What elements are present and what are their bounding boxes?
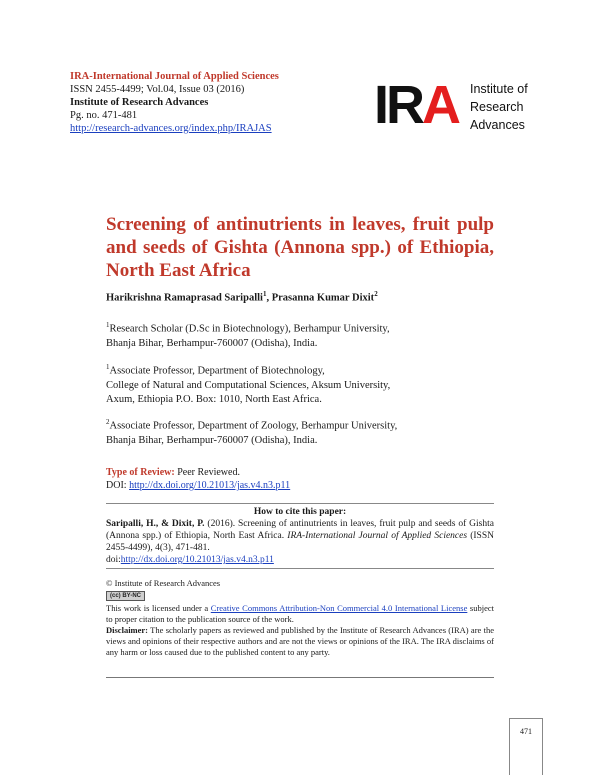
author-name: Prasanna Kumar Dixit xyxy=(271,292,375,304)
citation-box xyxy=(106,503,494,569)
ira-logo xyxy=(374,72,554,138)
journal-name: IRA-International Journal of Applied Sciences xyxy=(70,71,279,82)
journal-header xyxy=(70,70,279,135)
affiliation: $^1$Associate Professor, Department of Biotechnology, College of Natural and Computational Sciences, Aksum University, Axum, Ethiopia P.O. Box: 1010, North East Africa. xyxy=(106,363,391,405)
license-text: This work is licensed under a Creative Commons Attribution-Non Commercial 4.0 International License subject to proper citation to the publication source of the work. xyxy=(106,603,495,624)
affiliation: $^1$Research Scholar (D.Sc in Biotechnology), Berhampur University, Bhanja Bihar, Berhampur-760007 (Odisha), India. xyxy=(106,321,390,349)
disclaimer-text: Disclaimer: The scholarly papers as reviewed and published by the Institute of Research Advances (IRA) are the views and opinions of their respective authors and are not the views or opinions of the IRA. The IRA disclaims of any harm or loss caused due to the published content to any party. xyxy=(106,625,494,657)
page-number-box xyxy=(509,718,543,775)
citation-text: Saripalli, H., & Dixit, P. (2016). Screening of antinutrients in leaves, fruit pulp and seeds of Gishta (Annona spp.) of Ethiopia, North East Africa. IRA-International Journal of Applied Sciences (ISSN 2455-4499), 4(3), 471-481. doi:http://dx.doi.org/10.21013/jas.v4.n3.p11 xyxy=(106,519,494,565)
copyright-line: © Institute of Research Advances xyxy=(106,578,221,588)
journal-url-link[interactable]: http://research-advances.org/index.php/IRAJAS xyxy=(70,123,272,134)
affiliation: $^2$Associate Professor, Department of Zoology, Berhampur University, Bhanja Bihar, Berhampur-760007 (Odisha), India. xyxy=(106,418,398,446)
citation-doi-link[interactable]: http://dx.doi.org/10.21013/jas.v4.n3.p11 xyxy=(120,555,274,565)
page-number: 471 xyxy=(520,727,532,736)
review-type-label: Type of Review: xyxy=(106,467,175,478)
paper-title: Screening of antinutrients in leaves, fruit pulp and seeds of Gishta (Annona spp.) of Ethiopia, North East Africa xyxy=(106,214,494,281)
author-name: Harikrishna Ramaprasad Saripalli xyxy=(106,292,263,304)
ira-logo-wordmark: Institute of Research Advances xyxy=(470,82,528,132)
footer-divider xyxy=(106,677,494,678)
review-info: Type of Review: Peer Reviewed. DOI: http://dx.doi.org/10.21013/jas.v4.n3.p11 xyxy=(106,467,291,491)
publisher-name: Institute of Research Advances xyxy=(70,97,209,108)
author-list: Harikrishna Ramaprasad Saripalli$^1$, Prasanna Kumar Dixit$^2$ xyxy=(106,290,378,304)
license-link[interactable]: Creative Commons Attribution-Non Commercial 4.0 International License xyxy=(210,603,468,613)
page-range: Pg. no. 471-481 xyxy=(70,110,138,121)
cc-license-icon: (cc) BY-NC xyxy=(106,591,145,601)
license-footer xyxy=(106,578,494,658)
doi-link[interactable]: http://dx.doi.org/10.21013/jas.v4.n3.p11 xyxy=(129,480,291,491)
citation-heading: How to cite this paper: xyxy=(253,507,347,517)
ira-logo-letters: IRA xyxy=(374,75,459,135)
issn-line: ISSN 2455-4499; Vol.04, Issue 03 (2016) xyxy=(70,84,245,95)
